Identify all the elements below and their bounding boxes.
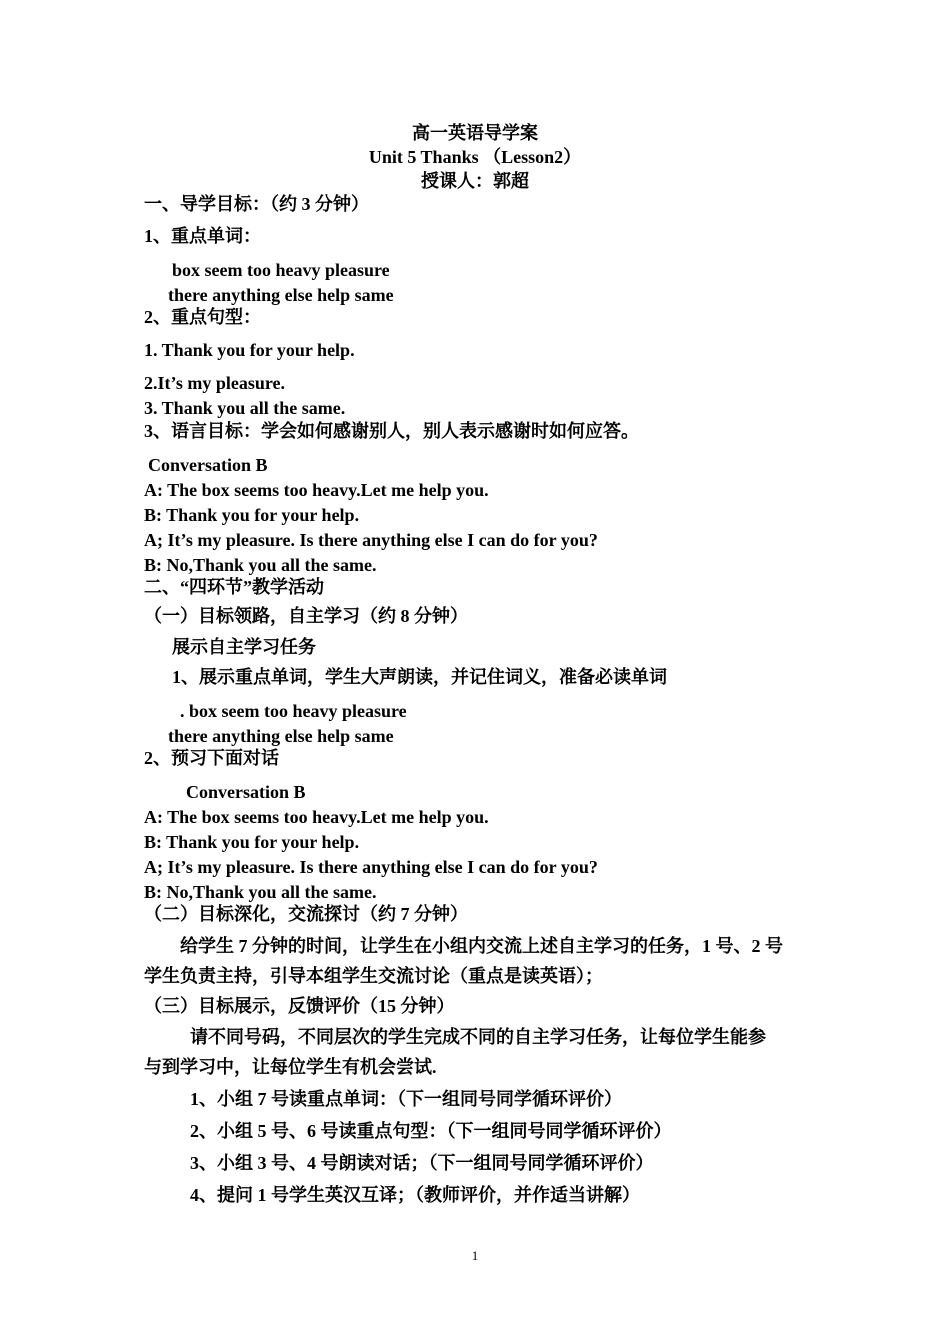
task-1: 1、展示重点单词，学生大声朗读，并记住词义，准备必读单词 (172, 667, 667, 687)
task-words-line2: there anything else help same (168, 726, 394, 746)
evaluation-item-3: 3、小组 3 号、4 号朗读对话；（下一组同号同学循环评价） (190, 1153, 654, 1173)
part2-paragraph-line2: 学生负责主持，引导本组学生交流讨论（重点是读英语）； (144, 966, 603, 986)
conversation-line: B: Thank you for your help. (144, 505, 360, 525)
part1-heading: （一）目标领路，自主学习（约 8 分钟） (144, 606, 468, 626)
part2-paragraph-line1: 给学生 7 分钟的时间，让学生在小组内交流上述自主学习的任务，1 号、2 号 (180, 936, 783, 956)
task-heading: 展示自主学习任务 (172, 637, 316, 657)
doc-author: 授课人：郭超 (421, 171, 529, 191)
evaluation-item-2: 2、小组 5 号、6 号读重点句型：（下一组同号同学循环评价） (190, 1121, 672, 1141)
language-goal: 3、语言目标：学会如何感谢别人，别人表示感谢时如何应答。 (144, 421, 639, 441)
section2-heading: 二、“四环节”教学活动 (144, 577, 324, 597)
part3-paragraph-line1: 请不同号码，不同层次的学生完成不同的自主学习任务，让每位学生能参 (190, 1027, 766, 1047)
key-sentence-1: 1. Thank you for your help. (144, 340, 355, 360)
part2-heading: （二）目标深化，交流探讨（约 7 分钟） (144, 904, 468, 924)
conversation-line: B: Thank you for your help. (144, 832, 360, 852)
conversation-line: A; It’s my pleasure. Is there anything else I can do for you? (144, 857, 598, 877)
evaluation-item-1: 1、小组 7 号读重点单词：（下一组同号同学循环评价） (190, 1089, 622, 1109)
key-words-line1: box seem too heavy pleasure (172, 260, 390, 280)
task-2: 2、预习下面对话 (144, 748, 279, 768)
section1-heading: 一、导学目标：（约 3 分钟） (144, 194, 369, 214)
task-words-line1: . box seem too heavy pleasure (180, 701, 407, 721)
conversation-line: A; It’s my pleasure. Is there anything else I can do for you? (144, 530, 598, 550)
key-sentence-2: 2.It’s my pleasure. (144, 373, 285, 393)
evaluation-item-4: 4、提问 1 号学生英汉互译；（教师评价，并作适当讲解） (190, 1185, 640, 1205)
part3-paragraph-line2: 与到学习中，让每位学生有机会尝试. (144, 1057, 437, 1077)
conversation-title: Conversation B (186, 782, 306, 802)
part3-heading: （三）目标展示，反馈评价（15 分钟） (144, 996, 455, 1016)
page-number: 1 (471, 1248, 479, 1263)
conversation-title: Conversation B (148, 455, 268, 475)
conversation-line: A: The box seems too heavy.Let me help you. (144, 807, 489, 827)
conversation-line: B: No,Thank you all the same. (144, 555, 377, 575)
doc-subtitle: Unit 5 Thanks （Lesson2） (368, 147, 582, 167)
key-sentence-3: 3. Thank you all the same. (144, 398, 346, 418)
key-words-line2: there anything else help same (168, 285, 394, 305)
conversation-line: B: No,Thank you all the same. (144, 882, 377, 902)
key-words-heading: 1、重点单词： (144, 226, 261, 246)
conversation-line: A: The box seems too heavy.Let me help you. (144, 480, 489, 500)
key-sentences-heading: 2、重点句型： (144, 307, 261, 327)
doc-title: 高一英语导学案 (412, 123, 538, 143)
